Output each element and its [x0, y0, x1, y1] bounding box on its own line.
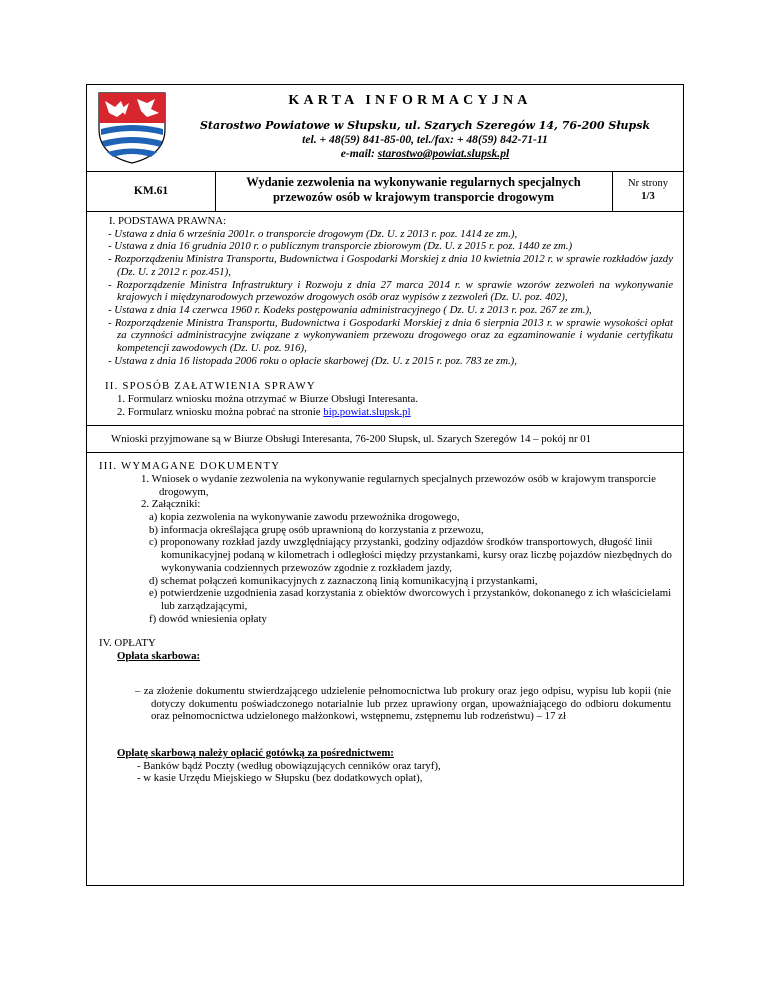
law-item: - Rozporządzeniu Ministra Transportu, Budownictwa i Gospodarki Morskiej z dnia 10 kwietnia 2012 r. w sprawie rozkładów jazdy (Dz. U. z 2012 r. poz.451), [108, 253, 673, 278]
payment-item: - Banków bądź Poczty (według obowiązujących cenników oraz taryf), [137, 759, 441, 772]
submission-note: Wnioski przyjmowane są w Biurze Obsługi Interesanta, 76-200 Słupsk, ul. Szarych Szeregów 14 – pokój nr 01 [87, 425, 683, 454]
document-title: KARTA INFORMACYJNA [288, 93, 532, 108]
law-item: - Ustawa z dnia 14 czerwca 1960 r. Kodeks postępowania administracyjnego ( Dz. U. z 2013 r. poz. 267 ze zm.), [108, 303, 592, 316]
law-item: - Ustawa z dnia 6 września 2001r. o transporcie drogowym (Dz. U. z 2013 r. poz. 1414 ze zm.), [108, 227, 518, 240]
attachments-list [87, 511, 683, 625]
information-card [86, 84, 684, 886]
fee-item: – za złożenie dokumentu stwierdzającego udzielenie pełnomocnictwa lub prokury oraz jego odpisu, wypisu lub kopii (nie dotyczy dokumentu poświadczonego notarialnie lub przez uprawiony organ, upoważniającego do odbioru dokumentu oraz pełnomocnictwa udzielonego małżonkowi, wstępnemu, zstępnemu lub rodzeństwu) – 17 zł [135, 684, 671, 723]
payment-item: - w kasie Urzędu Miejskiego w Słupsku (bez dodatkowych opłat), [137, 772, 423, 785]
document-item: 2. Załączniki: [141, 498, 201, 511]
attachment-item: c) proponowany rozkład jazdy uwzględniający przystanki, godziny odjazdów środków transportowych, długość linii komunikacyjnej podaną w kilometrach i odległości między przystankami, kursy oraz liczbę pojazdów niezbędnych do wykonywania codziennych przewozów zgodnie z rozkładem jazdy, [149, 536, 672, 574]
attachment-item: d) schemat połączeń komunikacyjnych z zaznaczoną linią komunikacyjną i przystankami, [149, 574, 538, 587]
law-item: - Ustawa z dnia 16 listopada 2006 roku o opłacie skarbowej (Dz. U. z 2015 r. poz. 783 ze zm.), [108, 354, 517, 367]
page-number: Nr strony 1/3 [628, 178, 668, 202]
payment-heading: Opłatę skarbową należy opłacić gotówką za pośrednictwem: [117, 746, 394, 759]
attachment-item: b) informacja określająca grupę osób uprawnioną do korzystania z przewozu, [149, 523, 484, 536]
attachment-item: f) dowód wniesienia opłaty [149, 612, 267, 625]
card-content [87, 211, 683, 785]
office-name: Starostwo Powiatowe w Słupsku, ul. Szarych Szeregów 14, 76-200 Słupsk [199, 119, 651, 132]
section-documents-heading: III. WYMAGANE DOKUMENTY [99, 460, 281, 473]
law-item: - Rozporządzenie Ministra Transportu, Budownictwa i Gospodarki Morskiej z dnia 6 sierpnia 2013 r. w sprawie wysokości opłat za czynności administracyjne związane z wykonywaniem przewozu drogowego oraz za egzaminowanie i wydanie certyfikatu kompetencji zawodowych (Dz. U. poz. 916), [108, 316, 673, 355]
procedure-row [87, 171, 683, 212]
email-link[interactable]: starostwo@powiat.slupsk.pl [377, 147, 510, 160]
section-legal-basis-heading: I. PODSTAWA PRAWNA: [109, 215, 227, 227]
procedure-title: Wydanie zezwolenia na wykonywanie regularnych specjalnych przewozów osób w krajowym transporcie drogowym [215, 171, 613, 211]
office-info [167, 119, 683, 161]
attachment-item: e) potwierdzenie uzgodnienia zasad korzystania z obiektów dworcowych i przystanków, dokonanego z ich właścicielami lub zarządzającymi, [149, 587, 672, 612]
procedure-item: 1. Formularz wniosku można otrzymać w Biurze Obsługi Interesanta. [117, 393, 419, 406]
section-fees-heading: IV. OPŁATY [99, 637, 156, 650]
section-procedure-heading: II. SPOSÓB ZAŁATWIENIA SPRAWY [105, 380, 316, 393]
law-item: - Rozporządzenie Ministra Infrastruktury i Rozwoju z dnia 27 marca 2014 r. w sprawie wzorów zezwoleń na wykonywanie krajowych i międzynarodowych przewozów drogowych osób oraz wypisów z zezwoleń (Dz. U. poz. 402), [108, 278, 673, 304]
attachment-item: a) kopia zezwolenia na wykonywanie zawodu przewoźnika drogowego, [149, 511, 460, 524]
legal-basis-list [87, 228, 683, 368]
law-item: - Ustawa z dnia 16 grudnia 2010 r. o publicznym transporcie zbiorowym (Dz. U. z 2015 r. poz. 1440 ze zm.) [108, 240, 573, 253]
office-email: e-mail: starostwo@powiat.slupsk.pl [340, 147, 510, 160]
procedure-item: 2. Formularz wniosku można pobrać na stronie bip.powiat.slupsk.pl [117, 405, 411, 418]
stamp-duty-heading: Opłata skarbowa: [117, 650, 201, 663]
bip-link[interactable]: bip.powiat.slupsk.pl [323, 405, 411, 418]
office-phones: tel. + 48(59) 841-85-00, tel./fax: + 48(59) 842-71-11 [302, 133, 548, 146]
header-top [87, 85, 683, 172]
procedure-code: KM.61 [87, 171, 216, 211]
document-item: 1. Wniosek o wydanie zezwolenia na wykonywanie regularnych specjalnych przewozów osób w krajowym transporcie drogowym, [141, 472, 656, 498]
